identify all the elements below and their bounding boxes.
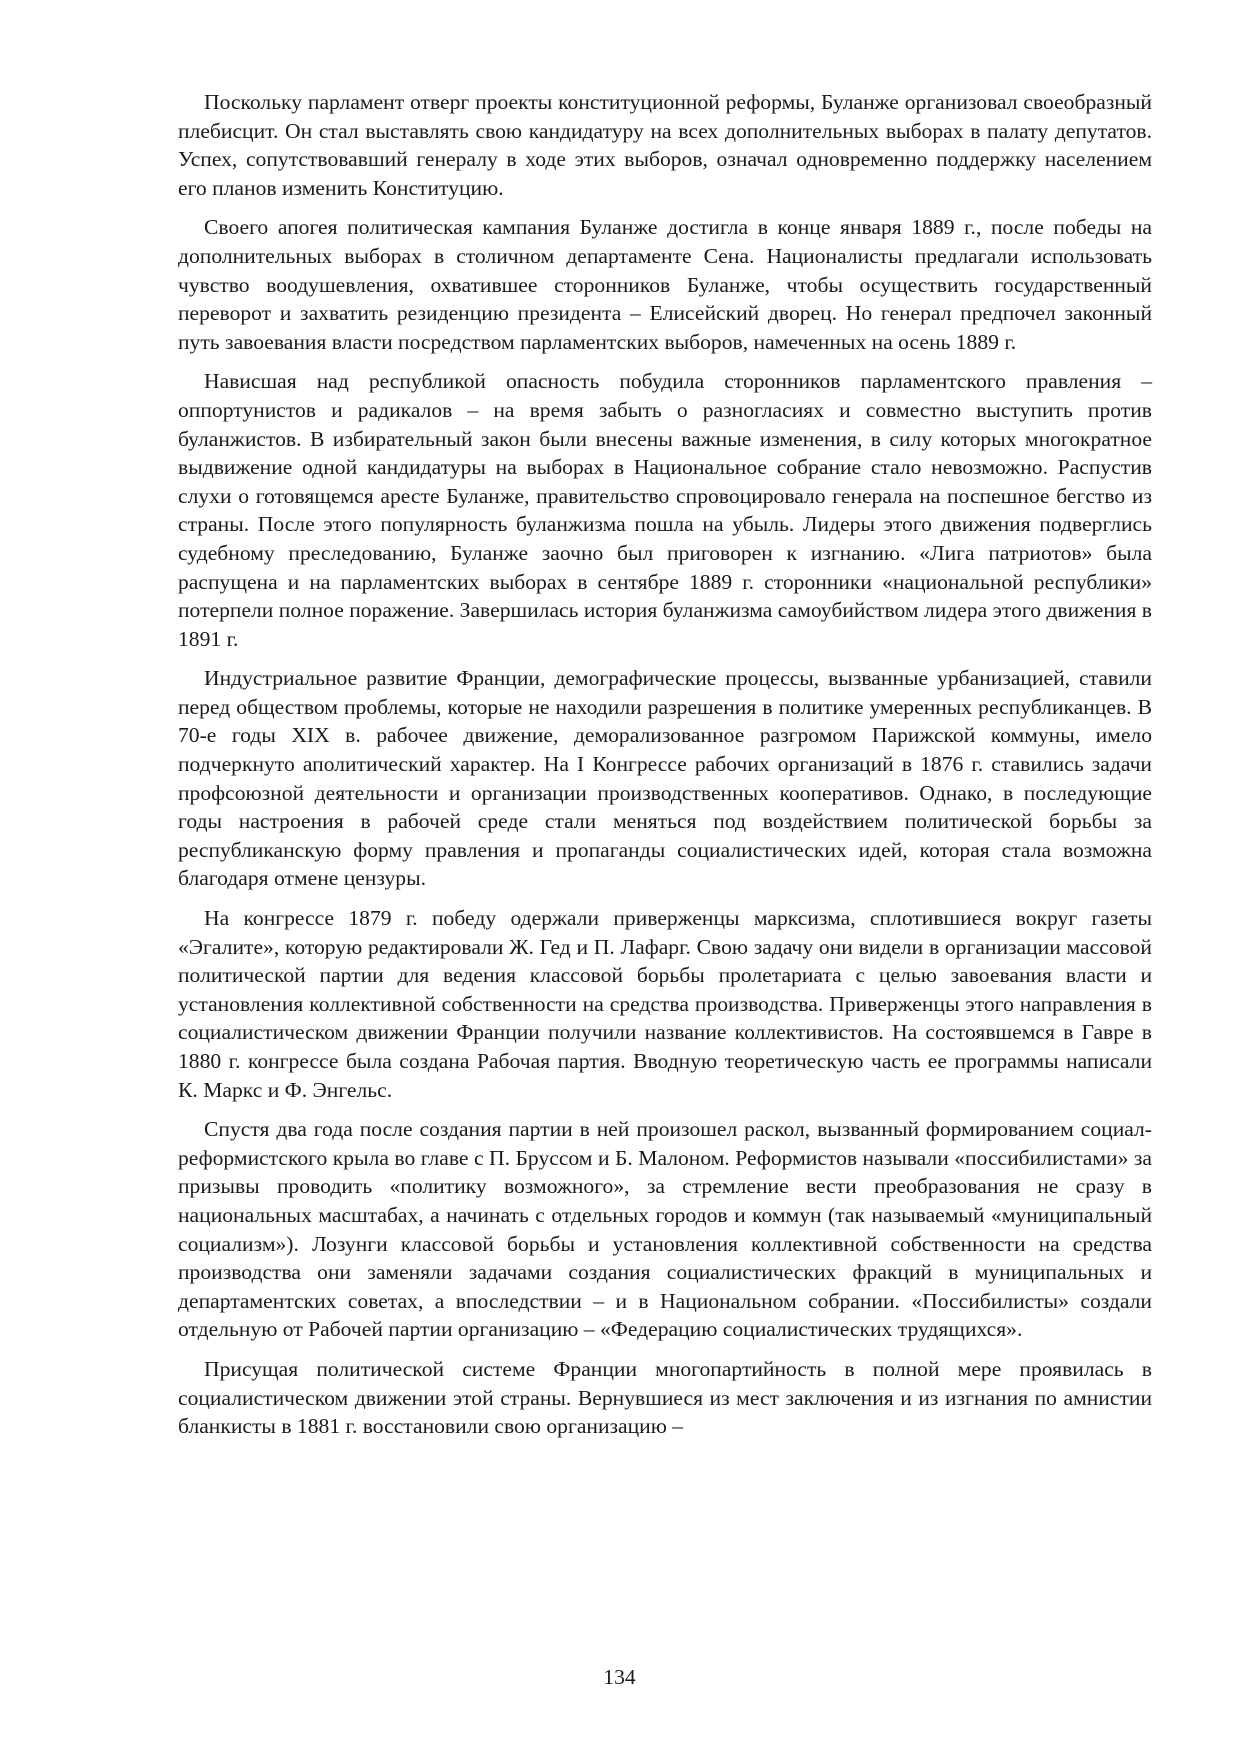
paragraph-boulanger-plebiscite: Поскольку парламент отверг проекты конституционной реформы, Буланже организовал своеобразный плебисцит. Он стал выставлять свою кандидатуру на всех дополнительных выборах в палату депутатов. Успех, сопутствовавший генералу в ходе этих выборов, означал одновременно поддержку населением его планов изменить Конституцию. xyxy=(178,90,1152,200)
page-number: 134 xyxy=(603,1665,636,1689)
paragraph-congress-1879: На конгрессе 1879 г. победу одержали приверженцы марксизма, сплотившиеся вокруг газеты «Эгалите», которую редактировали Ж. Гед и П. Лафарг. Свою задачу они видели в организации массовой политической партии для ведения классовой борьбы пролетариата с целью завоевания власти и установления коллективной собственности на средства производства. Приверженцы этого направления в социалистическом движении Франции получили название коллективистов. На состоявшемся в Гавре в 1880 г. конгрессе была создана Рабочая партия. Вводную теоретическую часть ее программы написали К. Маркс и Ф. Энгельс. xyxy=(178,906,1152,1102)
document-body xyxy=(178,88,1152,1452)
paragraph-industrial-development: Индустриальное развитие Франции, демографические процессы, вызванные урбанизацией, ставили перед обществом проблемы, которые не находили разрешения в политике умеренных республиканцев. В 70-е годы XIX в. рабочее движение, деморализованное разгромом Парижской коммуны, имело подчеркнуто аполитический характер. На I Конгрессе рабочих организаций в 1876 г. ставились задачи профсоюзной деятельности и организации производственных кооперативов. Однако, в последующие годы настроения в рабочей среде стали меняться под воздействием политической борьбы за республиканскую форму правления и пропаганды социалистических идей, которая стала возможна благодаря отмене цензуры. xyxy=(178,666,1152,891)
paragraph-multiparty-system: Присущая политической системе Франции многопартийность в полной мере проявилась в социалистическом движении этой страны. Вернувшиеся из мест заключения и из изгнания по амнистии бланкисты в 1881 г. восстановили свою организацию – xyxy=(178,1356,1152,1439)
paragraph-boulanger-apogee: Своего апогея политическая кампания Буланже достигла в конце января 1889 г., после победы на дополнительных выборах в столичном департаменте Сена. Националисты предлагали использовать чувство воодушевления, охватившее сторонников Буланже, чтобы осуществить государственный переворот и захватить резиденцию президента – Елисейский дворец. Но генерал предпочел законный путь завоевания власти посредством парламентских выборов, намеченных на осень 1889 г. xyxy=(178,215,1152,354)
paragraph-anti-boulangist-coalition: Нависшая над республикой опасность побудила сторонников парламентского правления – оппортунистов и радикалов – на время забыть о разногласиях и совместно выступить против буланжистов. В избирательный закон были внесены важные изменения, в силу которых многократное выдвижение одной кандидатуры на выборах в Национальное собрание стало невозможно. Распустив слухи о готовящемся аресте Буланже, правительство спровоцировало генерала на поспешное бегство из страны. После этого популярность буланжизма пошла на убыль. Лидеры этого движения подверглись судебному преследованию, Буланже заочно был приговорен к изгнанию. «Лига патриотов» была распущена и на парламентских выборах в сентябре 1889 г. сторонники «национальной республики» потерпели полное поражение. Завершилась история буланжизма самоубийством лидера этого движения в 1891 г. xyxy=(178,369,1152,651)
paragraph-possibilists-split: Спустя два года после создания партии в ней произошел раскол, вызванный формированием социал-реформистского крыла во главе с П. Бруссом и Б. Малоном. Реформистов называли «поссибилистами» за призывы проводить «политику возможного», за стремление вести преобразования не сразу в национальных масштабах, а начинать с отдельных городов и коммун (так называемый «муниципальный социализм»). Лозунги классовой борьбы и установления коллективной собственности на средства производства они заменяли задачами создания социалистических фракций в муниципальных и департаментских советах, а впоследствии – и в Национальном собрании. «Поссибилисты» создали отдельную от Рабочей партии организацию – «Федерацию социалистических трудящихся». xyxy=(178,1117,1152,1342)
